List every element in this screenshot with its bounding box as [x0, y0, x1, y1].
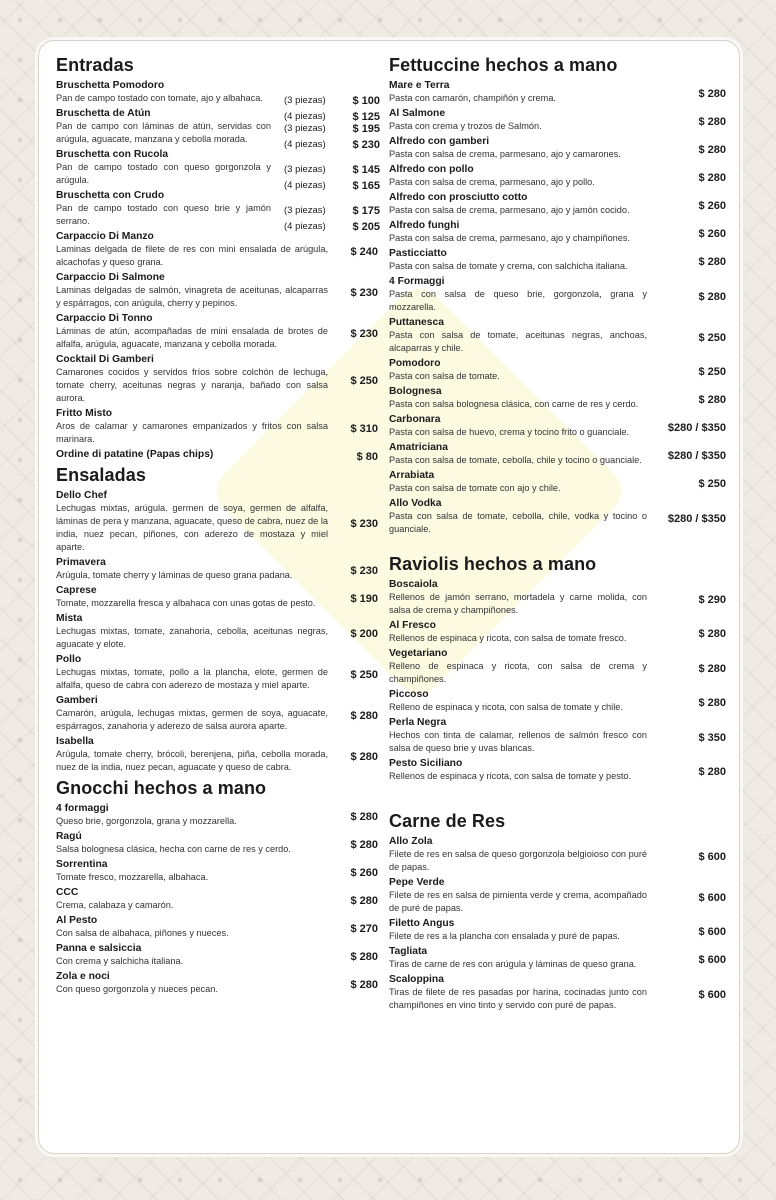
- item-price: $ 230: [350, 286, 378, 299]
- menu-item: [389, 163, 724, 189]
- item-price: $ 240: [350, 245, 378, 258]
- menu-item: [389, 247, 724, 273]
- item-name: Alfredo funghi: [389, 220, 460, 231]
- item-name: Pollo: [56, 654, 82, 665]
- item-name: Mare e Terra: [389, 80, 450, 91]
- item-price: $ 190: [350, 593, 378, 605]
- piece-option: [284, 121, 380, 137]
- piece-count: (3 piezas): [284, 95, 326, 106]
- section-title: Gnocchi hechos a mano: [56, 778, 267, 798]
- menu-item: [56, 448, 378, 463]
- item-name: Allo Vodka: [389, 498, 442, 509]
- item-name: Arrabiata: [389, 470, 435, 481]
- item-description: Pan de campo con láminas de atún, servidas con arúgula, aguacate, manzana y cebolla morada.: [56, 121, 271, 144]
- item-name: Dello Chef: [56, 490, 107, 501]
- menu-item: [389, 688, 724, 714]
- item-name: Bruschetta de Atún: [56, 108, 151, 119]
- item-description: Filete de res en salsa de pimienta verde y crema, acompañado de puré de papas.: [389, 890, 647, 913]
- item-description: Pasta con salsa de tomate y crema, con salchicha italiana.: [389, 261, 628, 271]
- item-description: Pasta con salsa bolognesa clásica, con carne de res y cerdo.: [389, 399, 639, 409]
- item-name: Ragú: [56, 831, 82, 842]
- menu-item: [389, 757, 724, 783]
- item-description: Rellenos de espinaca y ricota, con salsa de tomate y pesto.: [389, 771, 632, 781]
- piece-count: (4 piezas): [284, 139, 326, 150]
- item-price: $ 280: [350, 750, 378, 763]
- item-price: $ 230: [350, 565, 378, 577]
- item-description: Filete de res en salsa de queso gorgonzola belgioioso con puré de papas.: [389, 849, 647, 872]
- item-name: Boscaiola: [389, 579, 438, 590]
- item-price: $ 260: [698, 200, 726, 212]
- item-description: Con crema y salchicha italiana.: [56, 956, 184, 966]
- menu-item: [56, 353, 378, 405]
- item-description: Relleno de espinaca y ricota, con salsa de tomate y chile.: [389, 702, 623, 712]
- item-price: $280 / $350: [667, 512, 726, 525]
- menu-item: [389, 219, 724, 245]
- item-price: $ 280: [350, 951, 378, 963]
- item-description: Pan de campo tostado con tomate, ajo y albahaca.: [56, 93, 263, 103]
- item-name: Bruschetta Pomodoro: [56, 80, 165, 91]
- item-description: Pasta con salsa de crema, parmesano, ajo y camarones.: [389, 149, 621, 159]
- item-description: Lechugas mixtas, arúgula. germen de soya, germen de alfalfa, láminas de pera y manzana, aguacate, queso de cabra, nuez de la india, nuez pecan, piñones, con aderezo de mostaza y miel aparte.: [56, 503, 328, 552]
- item-price: $ 165: [352, 180, 380, 192]
- item-name: Perla Negra: [389, 717, 447, 728]
- item-description: Pan de campo tostado con queso gorgonzola y arúgula.: [56, 162, 271, 185]
- item-price: $ 205: [352, 221, 380, 233]
- menu-item: [389, 578, 724, 617]
- item-price: $ 250: [350, 375, 378, 387]
- menu-item: [389, 441, 724, 467]
- item-name: Pepe Verde: [389, 877, 445, 888]
- section-gnocchi: [56, 778, 378, 996]
- menu-item: [56, 802, 378, 828]
- item-description: Pasta con salsa de tomate con ajo y chile.: [389, 483, 561, 493]
- menu-item: [389, 469, 724, 495]
- item-price: $ 250: [350, 668, 378, 681]
- menu-item: [389, 191, 724, 217]
- menu-item: [56, 914, 378, 940]
- item-description: Pasta con salsa de crema, parmesano, ajo y jamón cocido.: [389, 205, 630, 215]
- item-price: $ 230: [352, 139, 380, 151]
- item-description: Rellenos de espinaca y ricota, con salsa de tomate fresco.: [389, 633, 627, 643]
- item-name: Carbonara: [389, 414, 441, 425]
- item-name: Fritto Misto: [56, 408, 113, 419]
- item-price: $ 280: [698, 394, 726, 406]
- menu-item: [389, 357, 724, 383]
- item-name: Alfredo con pollo: [389, 164, 474, 175]
- section-raviolis: [389, 554, 724, 783]
- item-description: Queso brie, gorgonzola, grana y mozzarella.: [56, 816, 237, 826]
- menu-item: [56, 584, 378, 610]
- item-list: [389, 79, 724, 536]
- item-name: Carpaccio Di Tonno: [56, 313, 153, 324]
- menu-item: [56, 694, 378, 733]
- item-description: Tomate fresco, mozzarella, albahaca.: [56, 872, 209, 882]
- item-description: Arúgula, tomate cherry, brócoli, berenjena, piña, cebolla morada, nuez de la india, nuez pecan, aguacate y queso de cabra.: [56, 749, 328, 772]
- item-name: Sorrentina: [56, 859, 108, 870]
- menu-item: [389, 835, 724, 874]
- item-price: $ 260: [698, 228, 726, 240]
- item-description: Rellenos de jamón serrano, mortadela y carne molida, con salsa de crema y champiñones.: [389, 592, 647, 615]
- piece-count: (3 piezas): [284, 123, 326, 134]
- item-name: Pomodoro: [389, 358, 441, 369]
- item-price: $ 260: [350, 867, 378, 879]
- item-description: Pasta con salsa de tomate, cebolla, chile, vodka y tocino o guanciale.: [389, 511, 647, 534]
- menu-item: [389, 413, 724, 439]
- left-column: [56, 51, 380, 998]
- menu-item: [389, 275, 724, 314]
- menu-item: [389, 619, 724, 645]
- item-price: $ 280: [698, 88, 726, 100]
- item-name: Bruschetta con Rucola: [56, 149, 169, 160]
- menu-item: [389, 79, 724, 105]
- section-carne: [389, 811, 724, 1012]
- menu-item: [389, 316, 724, 355]
- item-name: Alfredo con prosciutto cotto: [389, 192, 528, 203]
- item-list: [56, 79, 380, 463]
- menu-item: [56, 858, 378, 884]
- menu-item: [56, 271, 378, 310]
- menu-item: [389, 647, 724, 686]
- menu-item: [389, 497, 724, 536]
- item-description: Pasta con salsa de tomate, cebolla, chile y tocino o guanciale.: [389, 455, 642, 465]
- item-name: Isabella: [56, 736, 94, 747]
- item-price: $ 600: [698, 850, 726, 863]
- item-description: Pan de campo tostado con queso brie y jamón serrano.: [56, 203, 271, 226]
- item-description: Tiras de carne de res con arúgula y láminas de queso grana.: [389, 959, 637, 969]
- section-title: Raviolis hechos a mano: [389, 554, 597, 574]
- section-title: Carne de Res: [389, 811, 506, 831]
- item-name: Gamberi: [56, 695, 98, 706]
- menu-item: [389, 135, 724, 161]
- item-price: $ 280: [698, 628, 726, 640]
- item-description: Aros de calamar y camarones empanizados y fritos con salsa marinara.: [56, 421, 328, 444]
- item-description: Pasta con salsa de tomate, aceitunas negras, anchoas, alcaparras y chile.: [389, 330, 647, 353]
- menu-item: [56, 886, 378, 912]
- item-name: Puttanesca: [389, 317, 444, 328]
- right-column: [389, 51, 724, 1014]
- item-price: $ 125: [352, 111, 380, 123]
- item-description: Arúgula, tomate cherry y láminas de queso grana padana.: [56, 570, 293, 580]
- item-price: $ 280: [698, 766, 726, 778]
- menu-item: [56, 556, 378, 582]
- item-description: Laminas delgadas de salmón, vinagreta de aceitunas, alcaparras y espárragos, con arúgula, cherry y pepinos.: [56, 285, 328, 308]
- item-name: Pesto Siciliano: [389, 758, 463, 769]
- item-price: $ 600: [698, 988, 726, 1001]
- item-name: Caprese: [56, 585, 97, 596]
- item-price: $ 350: [698, 731, 726, 744]
- item-list: [56, 802, 378, 996]
- item-description: Hechos con tinta de calamar, rellenos de salmón fresco con salsa de queso brie y uvas blancas.: [389, 730, 647, 753]
- item-description: Crema, calabaza y camarón.: [56, 900, 174, 910]
- item-price: $ 280: [698, 256, 726, 268]
- section-title: Ensaladas: [56, 465, 146, 485]
- item-description: Salsa bolognesa clásica, hecha con carne de res y cerdo.: [56, 844, 291, 854]
- item-price: $ 600: [698, 954, 726, 966]
- menu-item: [56, 970, 378, 996]
- item-description: Pasta con salsa de huevo, crema y tocino frito o guanciale.: [389, 427, 630, 437]
- piece-count: (4 piezas): [284, 180, 326, 191]
- item-name: Tagliata: [389, 946, 428, 957]
- item-name: Al Salmone: [389, 108, 446, 119]
- item-price: $ 280: [698, 116, 726, 128]
- item-price: $ 175: [352, 205, 380, 217]
- menu-item: [56, 189, 380, 233]
- item-name: 4 formaggi: [56, 803, 109, 814]
- item-price: $ 310: [350, 422, 378, 435]
- item-price: $ 280: [350, 811, 378, 823]
- item-price: $280 / $350: [667, 422, 726, 434]
- item-price: $ 270: [350, 923, 378, 935]
- spacer: [389, 538, 724, 550]
- item-price: $ 280: [698, 697, 726, 709]
- item-description: Lechugas mixtas, tomate, zanahoria, cebolla, aceitunas negras, aguacate y elote.: [56, 626, 328, 649]
- item-name: Piccoso: [389, 689, 429, 700]
- item-price: $ 600: [698, 926, 726, 938]
- item-description: Filete de res a la plancha con ensalada y puré de papas.: [389, 931, 620, 941]
- item-price: $ 280: [698, 144, 726, 156]
- item-description: Pasta con salsa de queso brie, gorgonzola, grana y mozzarella.: [389, 289, 647, 312]
- item-description: Tomate, mozzarella fresca y albahaca con unas gotas de pesto.: [56, 598, 316, 608]
- item-price: $ 280: [698, 172, 726, 184]
- item-description: Con salsa de albahaca, piñones y nueces.: [56, 928, 229, 938]
- item-name: Carpaccio Di Manzo: [56, 231, 154, 242]
- menu-item: [389, 973, 724, 1012]
- menu-item: [389, 945, 724, 971]
- item-name: Al Fresco: [389, 620, 436, 631]
- menu-item: [56, 735, 378, 774]
- item-price: $ 195: [352, 123, 380, 135]
- item-name: Al Pesto: [56, 915, 98, 926]
- item-price: $ 250: [698, 478, 726, 490]
- item-list: [56, 489, 378, 774]
- item-name: Vegetariano: [389, 648, 448, 659]
- item-description: Laminas delgada de filete de res con mini ensalada de arúgula, alcachofas y queso grana.: [56, 244, 328, 267]
- menu-item: [389, 716, 724, 755]
- section-title: Fettuccine hechos a mano: [389, 55, 618, 75]
- item-description: Pasta con salsa de crema, parmesano, ajo y pollo.: [389, 177, 595, 187]
- item-name: Cocktail Di Gamberi: [56, 354, 154, 365]
- item-price: $ 290: [698, 593, 726, 606]
- item-price: $ 600: [698, 891, 726, 904]
- section-fettuccine: [389, 55, 724, 536]
- item-description: Pasta con salsa de tomate.: [389, 371, 500, 381]
- item-price: $ 280: [698, 662, 726, 675]
- item-price: $ 80: [356, 450, 378, 463]
- section-ensaladas: [56, 465, 378, 774]
- item-price: $280 / $350: [667, 450, 726, 462]
- item-price: $ 230: [350, 517, 378, 530]
- item-name: Bruschetta con Crudo: [56, 190, 165, 201]
- item-name: Zola e noci: [56, 971, 110, 982]
- item-name: Primavera: [56, 557, 106, 568]
- piece-count: (4 piezas): [284, 221, 326, 232]
- item-price: $ 280: [350, 839, 378, 851]
- item-description: Con queso gorgonzola y nueces pecan.: [56, 984, 218, 994]
- item-price: $ 200: [350, 627, 378, 640]
- menu-item: [56, 230, 378, 269]
- item-description: Láminas de atún, acompañadas de mini ensalada de brotes de alfalfa, arúgula, aguacate, manzana y cebolla morada.: [56, 326, 328, 349]
- piece-option: [284, 162, 380, 178]
- item-name: 4 Formaggi: [389, 276, 445, 287]
- item-price: $ 145: [352, 164, 380, 176]
- item-name: Amatriciana: [389, 442, 448, 453]
- item-name: Allo Zola: [389, 836, 433, 847]
- item-name: Filetto Angus: [389, 918, 455, 929]
- menu-card: [38, 40, 740, 1154]
- menu-item: [56, 148, 380, 192]
- item-name: Mista: [56, 613, 83, 624]
- item-name: CCC: [56, 887, 79, 898]
- menu-item: [389, 385, 724, 411]
- menu-item: [389, 876, 724, 915]
- item-name: Pasticciatto: [389, 248, 447, 259]
- section-title: Entradas: [56, 55, 134, 75]
- item-price: $ 100: [352, 95, 380, 107]
- spacer: [389, 785, 724, 807]
- menu-item: [56, 612, 378, 651]
- item-price: $ 280: [350, 709, 378, 722]
- item-description: Pasta con salsa de crema, parmesano, ajo y champiñones.: [389, 233, 631, 243]
- item-price: $ 250: [698, 366, 726, 378]
- item-description: Camarones cocidos y servidos fríos sobre colchón de lechuga, tomate cherry, aceitunas negras y naranja, bañado con salsa aurora.: [56, 367, 328, 403]
- item-price: $ 280: [350, 979, 378, 991]
- menu-item: [389, 917, 724, 943]
- piece-count: (3 piezas): [284, 164, 326, 175]
- item-description: Tiras de filete de res pasadas por harina, cocinadas junto con champiñones en vino tinto y servido con puré de papas.: [389, 987, 647, 1010]
- menu-item: [56, 942, 378, 968]
- item-description: Lechugas mixtas, tomate, pollo a la plancha, elote, germen de alfalfa, queso de cabra con aderezo de mostaza y miel aparte.: [56, 667, 328, 690]
- menu-item: [56, 407, 378, 446]
- item-list: [389, 835, 724, 1012]
- menu-item: [56, 312, 378, 351]
- item-name: Ordine di patatine (Papas chips): [56, 449, 214, 460]
- item-name: Bolognesa: [389, 386, 442, 397]
- item-name: Alfredo con gamberi: [389, 136, 490, 147]
- piece-count: (4 piezas): [284, 111, 326, 122]
- item-description: Relleno de espinaca y ricota, con salsa de crema y champiñones.: [389, 661, 647, 684]
- item-price: $ 230: [350, 327, 378, 340]
- item-list: [389, 578, 724, 783]
- menu-item: [56, 653, 378, 692]
- item-name: Carpaccio Di Salmone: [56, 272, 165, 283]
- item-description: Pasta con camarón, champiñón y crema.: [389, 93, 556, 103]
- item-price: $ 280: [350, 895, 378, 907]
- section-entradas: [56, 55, 380, 463]
- menu-item: [389, 107, 724, 133]
- piece-option: [284, 203, 380, 219]
- item-name: Scaloppina: [389, 974, 444, 985]
- item-price: $ 250: [698, 331, 726, 344]
- item-price: $ 280: [698, 290, 726, 303]
- item-description: Pasta con crema y trozos de Salmón.: [389, 121, 542, 131]
- menu-item: [56, 830, 378, 856]
- item-name: Panna e salsiccia: [56, 943, 142, 954]
- item-description: Camarón, arúgula, lechugas mixtas, germen de soya, aguacate, espárragos, zanahoria y aderezo de salsa aurora aparte.: [56, 708, 328, 731]
- menu-item: [56, 489, 378, 554]
- piece-count: (3 piezas): [284, 205, 326, 216]
